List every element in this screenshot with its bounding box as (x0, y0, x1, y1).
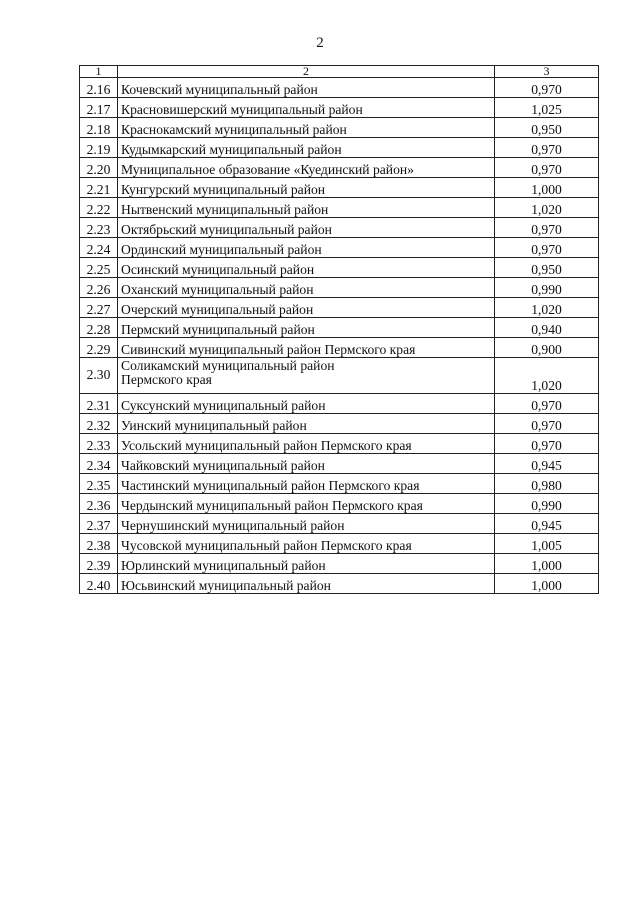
district-name-cell: Ординский муниципальный район (118, 238, 495, 258)
district-name-cell: Чусовской муниципальный район Пермского края (118, 534, 495, 554)
coefficient-cell: 0,950 (495, 118, 599, 138)
coefficient-cell: 0,970 (495, 158, 599, 178)
page-number: 2 (316, 35, 324, 51)
coefficient-cell: 0,950 (495, 258, 599, 278)
coefficients-table (79, 65, 599, 594)
coefficient-cell: 0,970 (495, 238, 599, 258)
district-name-cell: Чайковский муниципальный район (118, 454, 495, 474)
district-name-cell: Юсьвинский муниципальный район (118, 574, 495, 594)
coefficient-cell: 0,945 (495, 514, 599, 534)
table-row (80, 198, 599, 218)
district-name-cell: Красновишерский муниципальный район (118, 98, 495, 118)
row-number-cell: 2.32 (80, 414, 118, 434)
table-row (80, 258, 599, 278)
row-number-cell: 2.39 (80, 554, 118, 574)
district-name-cell: Муниципальное образование «Куединский район» (118, 158, 495, 178)
row-number-cell: 2.38 (80, 534, 118, 554)
table-row (80, 338, 599, 358)
coefficient-cell: 0,970 (495, 138, 599, 158)
header-cell-2: 2 (118, 66, 495, 78)
table-row (80, 394, 599, 414)
table-row (80, 414, 599, 434)
coefficient-cell: 1,000 (495, 554, 599, 574)
district-name-cell: Пермский муниципальный район (118, 318, 495, 338)
table-row (80, 514, 599, 534)
district-name-cell: Уинский муниципальный район (118, 414, 495, 434)
table-row (80, 358, 599, 394)
row-number-cell: 2.35 (80, 474, 118, 494)
district-name-cell: Оханский муниципальный район (118, 278, 495, 298)
coefficient-cell: 1,020 (495, 358, 599, 394)
district-name-cell: Сивинский муниципальный район Пермского края (118, 338, 495, 358)
table-row (80, 554, 599, 574)
district-name-cell: Кочевский муниципальный район (118, 78, 495, 98)
district-name-cell: Усольский муниципальный район Пермского края (118, 434, 495, 454)
district-name-line: Соликамский муниципальный район (121, 358, 335, 373)
coefficient-cell: 1,000 (495, 574, 599, 594)
table-row (80, 158, 599, 178)
row-number-cell: 2.28 (80, 318, 118, 338)
coefficient-cell: 0,970 (495, 434, 599, 454)
coefficient-cell: 0,980 (495, 474, 599, 494)
coefficient-cell: 0,940 (495, 318, 599, 338)
row-number-cell: 2.34 (80, 454, 118, 474)
row-number-cell: 2.30 (80, 358, 118, 394)
table-row (80, 138, 599, 158)
table-row (80, 318, 599, 338)
table-row (80, 98, 599, 118)
row-number-cell: 2.16 (80, 78, 118, 98)
row-number-cell: 2.25 (80, 258, 118, 278)
coefficient-cell: 1,000 (495, 178, 599, 198)
table-row (80, 534, 599, 554)
row-number-cell: 2.26 (80, 278, 118, 298)
table-row (80, 474, 599, 494)
coefficient-cell: 0,970 (495, 218, 599, 238)
coefficient-cell: 0,990 (495, 494, 599, 514)
row-number-cell: 2.17 (80, 98, 118, 118)
coefficient-cell: 0,900 (495, 338, 599, 358)
coefficient-cell: 0,945 (495, 454, 599, 474)
table-row (80, 494, 599, 514)
district-name-cell: Частинский муниципальный район Пермского края (118, 474, 495, 494)
district-name-cell (118, 358, 495, 394)
coefficient-cell: 1,020 (495, 298, 599, 318)
district-name-cell: Суксунский муниципальный район (118, 394, 495, 414)
district-name-cell: Нытвенский муниципальный район (118, 198, 495, 218)
district-name-cell: Чердынский муниципальный район Пермского края (118, 494, 495, 514)
table-row (80, 218, 599, 238)
district-name-cell: Чернушинский муниципальный район (118, 514, 495, 534)
row-number-cell: 2.37 (80, 514, 118, 534)
row-number-cell: 2.31 (80, 394, 118, 414)
table-row (80, 434, 599, 454)
table-header-row (80, 66, 599, 78)
table-row (80, 118, 599, 138)
table-row (80, 238, 599, 258)
coefficient-cell: 1,025 (495, 98, 599, 118)
coefficient-cell: 1,020 (495, 198, 599, 218)
coefficient-cell: 0,970 (495, 78, 599, 98)
table-row (80, 454, 599, 474)
table-row (80, 78, 599, 98)
district-name-cell: Краснокамский муниципальный район (118, 118, 495, 138)
header-cell-1: 1 (80, 66, 118, 78)
row-number-cell: 2.27 (80, 298, 118, 318)
header-cell-3: 3 (495, 66, 599, 78)
row-number-cell: 2.36 (80, 494, 118, 514)
table-row (80, 298, 599, 318)
row-number-cell: 2.19 (80, 138, 118, 158)
row-number-cell: 2.24 (80, 238, 118, 258)
district-name-cell: Кудымкарский муниципальный район (118, 138, 495, 158)
district-name-cell: Осинский муниципальный район (118, 258, 495, 278)
table-body (80, 66, 599, 594)
row-number-cell: 2.29 (80, 338, 118, 358)
row-number-cell: 2.33 (80, 434, 118, 454)
district-name-line: Пермского края (121, 372, 212, 388)
district-name-cell: Кунгурский муниципальный район (118, 178, 495, 198)
row-number-cell: 2.21 (80, 178, 118, 198)
table-row (80, 278, 599, 298)
table-row (80, 178, 599, 198)
row-number-cell: 2.40 (80, 574, 118, 594)
table-row (80, 574, 599, 594)
row-number-cell: 2.20 (80, 158, 118, 178)
row-number-cell: 2.22 (80, 198, 118, 218)
district-name-cell: Очерский муниципальный район (118, 298, 495, 318)
coefficient-cell: 0,970 (495, 394, 599, 414)
district-name-cell: Юрлинский муниципальный район (118, 554, 495, 574)
row-number-cell: 2.18 (80, 118, 118, 138)
coefficient-cell: 0,990 (495, 278, 599, 298)
district-name-cell: Октябрьский муниципальный район (118, 218, 495, 238)
row-number-cell: 2.23 (80, 218, 118, 238)
coefficient-cell: 0,970 (495, 414, 599, 434)
coefficient-cell: 1,005 (495, 534, 599, 554)
